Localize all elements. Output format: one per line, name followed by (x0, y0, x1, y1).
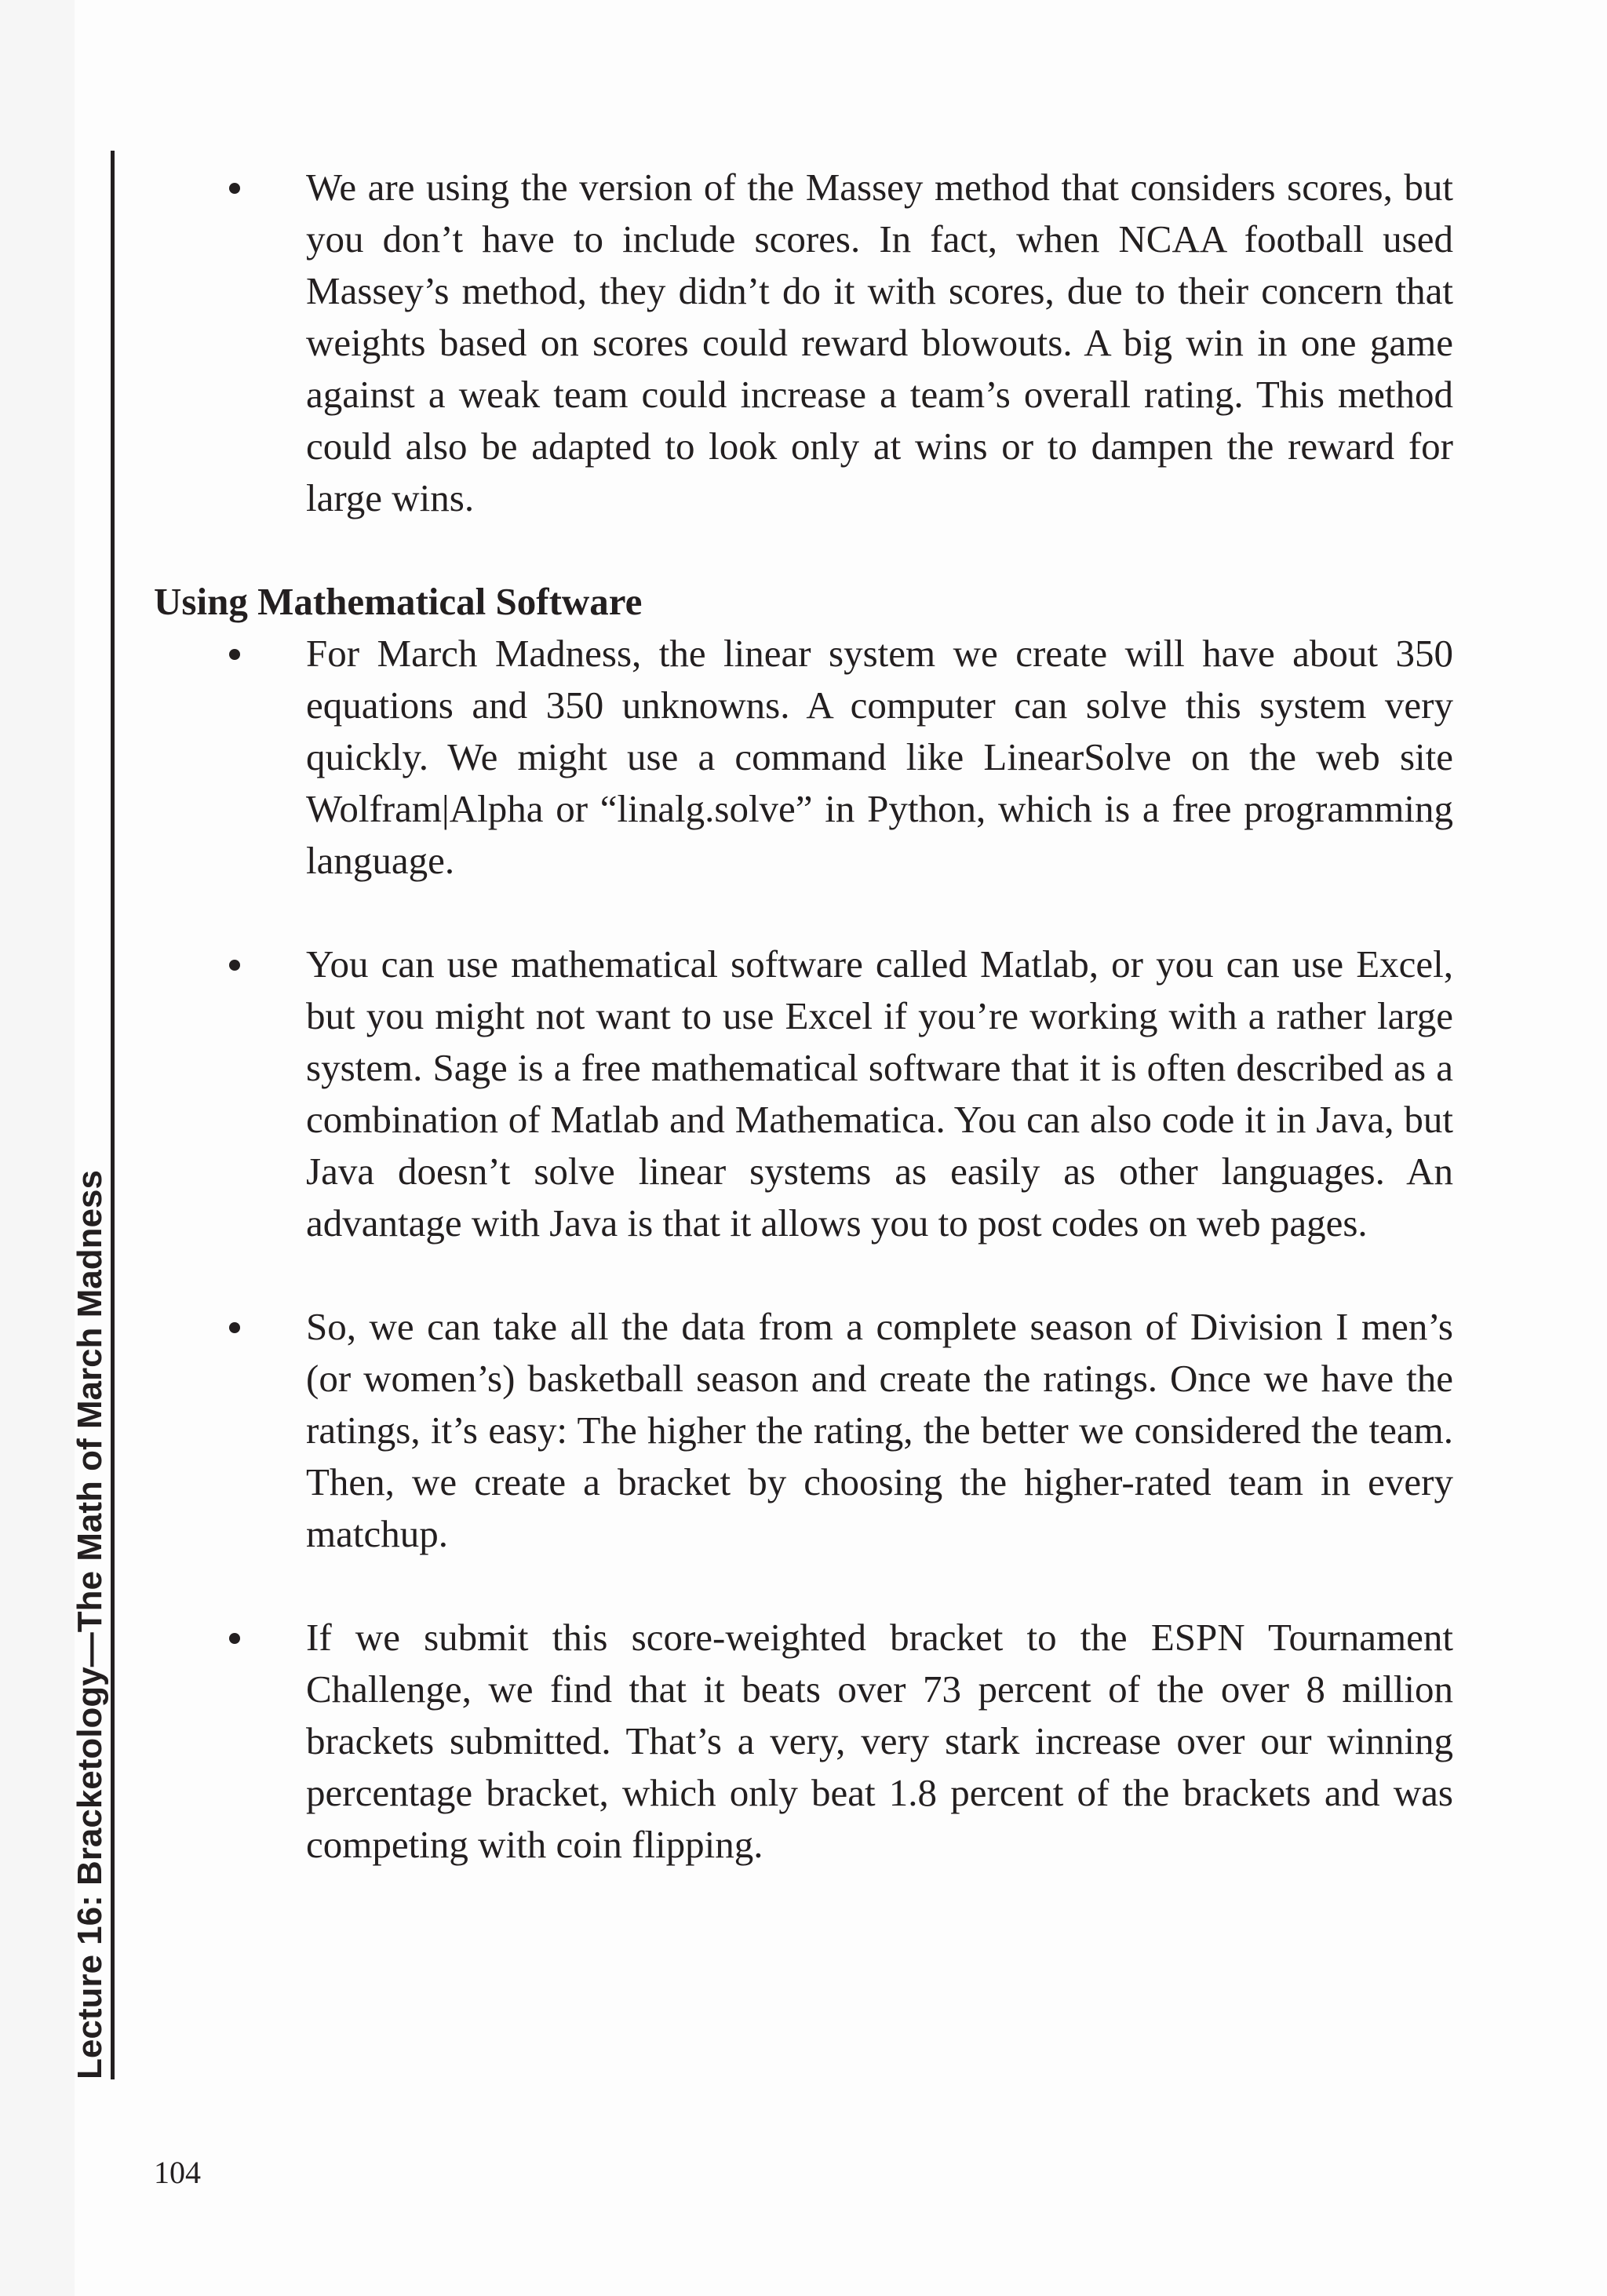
bullet-item-ratings (154, 1301, 1453, 1560)
bullet-icon (229, 960, 240, 971)
bullet-icon (229, 1322, 240, 1333)
bullet-item-espn-challenge (154, 1612, 1453, 1871)
bullet-item-massey-scores (154, 162, 1453, 524)
paragraph-gap (154, 524, 1453, 576)
side-rule (111, 151, 115, 2079)
bullet-text: For March Madness, the linear system we create will have about 350 equations and 350 unknowns. A computer can solve this system very quickly. We might use a command like LinearSolve on the web site Wolfram|Alpha or “linalg.solve” in Python, which is a free programming language. (306, 632, 1453, 882)
section-heading: Using Mathematical Software (154, 580, 643, 623)
bullet-text: If we submit this score-weighted bracket to the ESPN Tournament Challenge, we find that it beats over 73 percent of the over 8 million brackets submitted. That’s a very, very stark increase over our winning percentage bracket, which only beat 1.8 percent of the brackets and was competing with coin flipping. (306, 1616, 1453, 1866)
bullet-icon (229, 649, 240, 660)
page-number: 104 (154, 2155, 201, 2190)
bullet-item-linear-system (154, 628, 1453, 887)
paragraph-gap (154, 887, 1453, 938)
bullet-icon (229, 1633, 240, 1644)
paragraph-gap (154, 1249, 1453, 1301)
page-content (154, 162, 1453, 1871)
bullet-text: So, we can take all the data from a complete season of Division I men’s (or women’s) basketball season and create the ratings. Once we have the ratings, it’s easy: The higher the rating, the better we considered the team. Then, we create a bracket by choosing the higher-rated team in every matchup. (306, 1305, 1453, 1555)
bullet-text: You can use mathematical software called Matlab, or you can use Excel, but you might not want to use Excel if you’re working with a rather large system. Sage is a free mathematical software that it is often described as a combination of Matlab and Mathematica. You can also code it in Java, but Java doesn’t solve linear systems as easily as other languages. An advantage with Java is that it allows you to post codes on web pages. (306, 942, 1453, 1245)
bullet-icon (229, 183, 240, 194)
bullet-item-software-options (154, 938, 1453, 1249)
running-side-title: Lecture 16: Bracketology—The Math of March Madness (71, 1170, 109, 2079)
page-left-margin (0, 0, 75, 2296)
paragraph-gap (154, 1560, 1453, 1612)
bullet-text: We are using the version of the Massey method that considers scores, but you don’t have to include scores. In fact, when NCAA football used Massey’s method, they didn’t do it with scores, due to their concern that weights based on scores could reward blowouts. A big win in one game against a weak team could increase a team’s overall rating. This method could also be adapted to look only at wins or to dampen the reward for large wins. (306, 166, 1453, 519)
